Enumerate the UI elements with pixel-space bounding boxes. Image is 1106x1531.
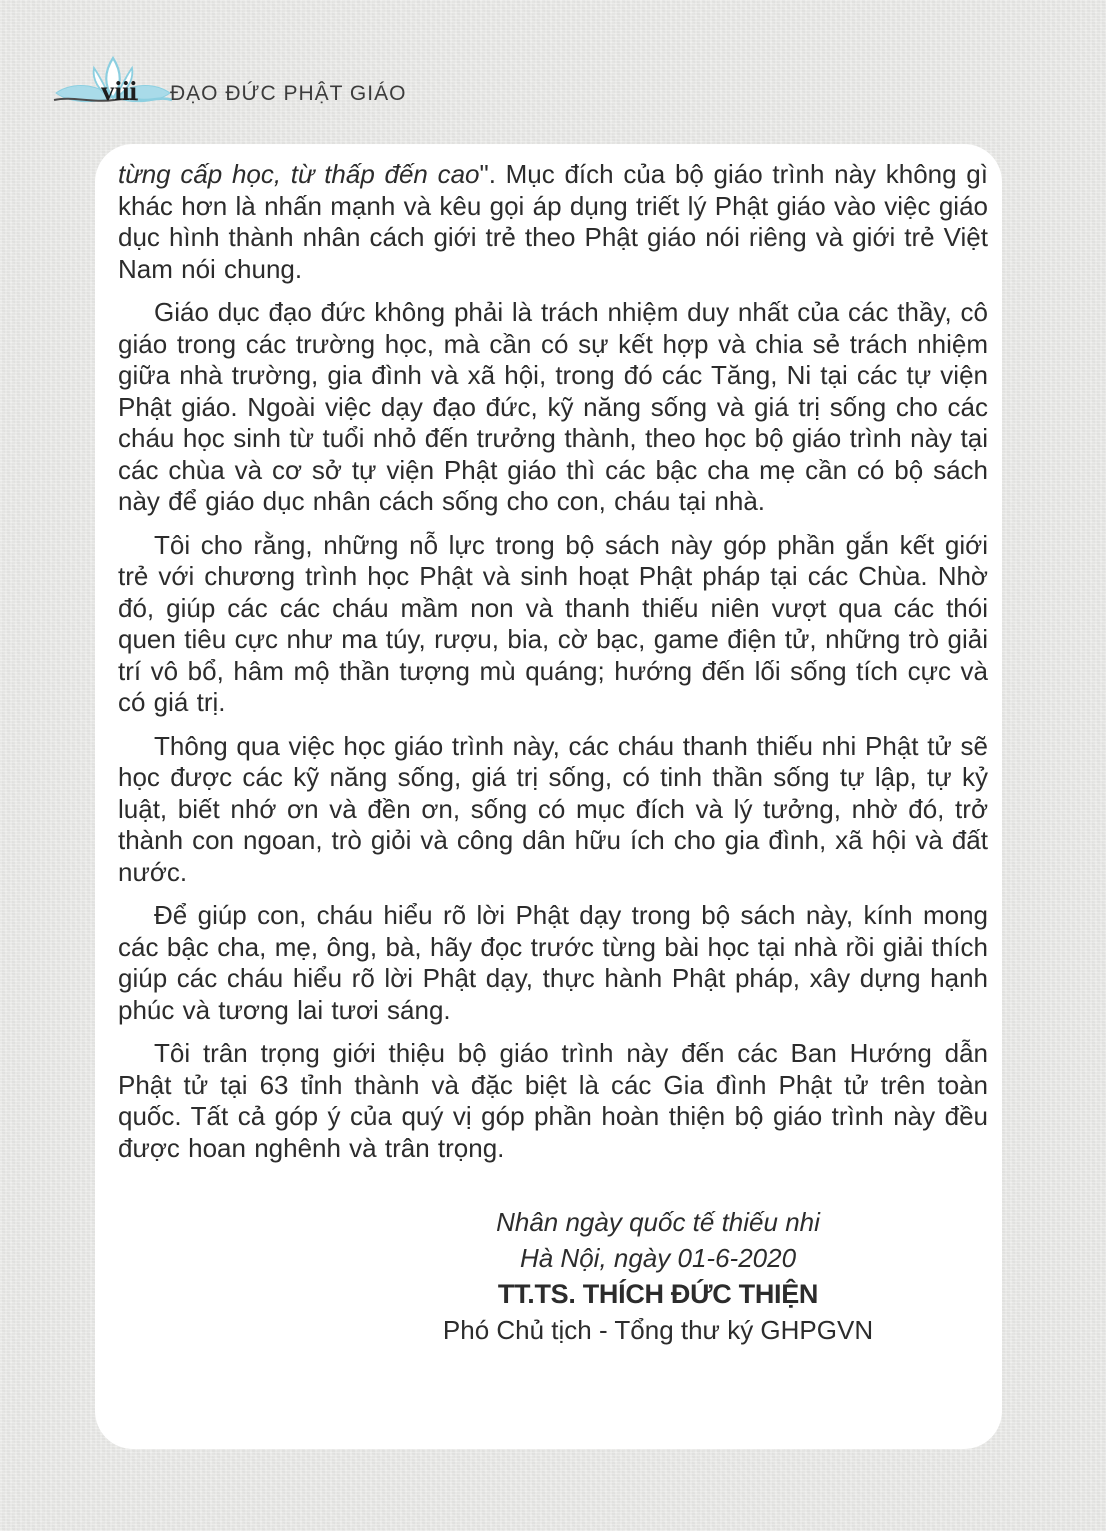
preface-body (118, 159, 988, 1164)
paragraph: Để giúp con, cháu hiểu rõ lời Phật dạy trong bộ sách này, kính mong các bậc cha, mẹ, ông, bà, hãy đọc trước từng bài học tại nhà rồi giải thích giúp các cháu hiểu rõ lời Phật dạy, thực hành Phật pháp, xây dựng hạnh phúc và tương lai tươi sáng. (118, 900, 988, 1025)
page-number: viii (100, 76, 137, 106)
paragraph: Giáo dục đạo đức không phải là trách nhiệm duy nhất của các thầy, cô giáo trong các trường học, mà cần có sự kết hợp và chia sẻ trách nhiệm giữa nhà trường, gia đình và xã hội, trong đó các Tăng, Ni tại các tự viện Phật giáo. Ngoài việc dạy đạo đức, kỹ năng sống và giá trị sống cho các cháu học sinh từ tuổi nhỏ đến trưởng thành, theo học bộ giáo trình này tại các chùa và cơ sở tự viện Phật giáo thì các bậc cha mẹ cần có bộ sách này để giáo dục nhân cách sống cho con, cháu tại nhà. (118, 297, 988, 516)
signature-title: Phó Chủ tịch - Tổng thư ký GHPGVN (442, 1315, 874, 1345)
signature-occasion: Nhân ngày quốc tế thiếu nhi (496, 1207, 820, 1237)
italic-quote-fragment: từng cấp học, từ thấp đến cao (118, 159, 480, 189)
paragraph (118, 159, 988, 285)
signature-place-date: Hà Nội, ngày 01-6-2020 (519, 1243, 797, 1273)
content-card (95, 144, 1002, 1449)
signature-block (118, 1204, 988, 1348)
paragraph: Tôi cho rằng, những nỗ lực trong bộ sách này góp phần gắn kết giới trẻ với chương trình học Phật và sinh hoạt Phật pháp tại các Chùa. Nhờ đó, giúp các các cháu mầm non và thanh thiếu niên vượt qua các thói quen tiêu cực như ma túy, rượu, bia, cờ bạc, game điện tử, những trò giải trí vô bổ, hâm mộ thần tượng mù quáng; hướng đến lối sống tích cực và có giá trị. (118, 529, 988, 717)
page-header (0, 0, 1106, 140)
paragraph: Tôi trân trọng giới thiệu bộ giáo trình này đến các Ban Hướng dẫn Phật tử tại 63 tỉnh thành và đặc biệt là các Gia đình Phật tử trên toàn quốc. Tất cả góp ý của quý vị góp phần hoàn thiện bộ giáo trình này đều được hoan nghênh và trân trọng. (118, 1038, 988, 1163)
signature-name: TT.TS. THÍCH ĐỨC THIỆN (497, 1279, 819, 1309)
paragraph-text: ". Mục đích của bộ giáo trình này không gì khác hơn là nhấn mạnh và kêu gọi áp dụng triết lý Phật giáo vào việc giáo dục hình thành nhân cách giới trẻ theo Phật giáo nói riêng và giới trẻ Việt Nam nói chung. (118, 159, 988, 284)
running-head-title: ĐẠO ĐỨC PHẬT GIÁO (170, 82, 407, 105)
paragraph: Thông qua việc học giáo trình này, các cháu thanh thiếu nhi Phật tử sẽ học được các kỹ năng sống, giá trị sống, có tinh thần sống tự lập, tự kỷ luật, biết nhớ ơn và đền ơn, sống có mục đích và lý tưởng, nhờ đó, trở thành con ngoan, trò giỏi và công dân hữu ích cho gia đình, xã hội và đất nước. (118, 730, 988, 887)
